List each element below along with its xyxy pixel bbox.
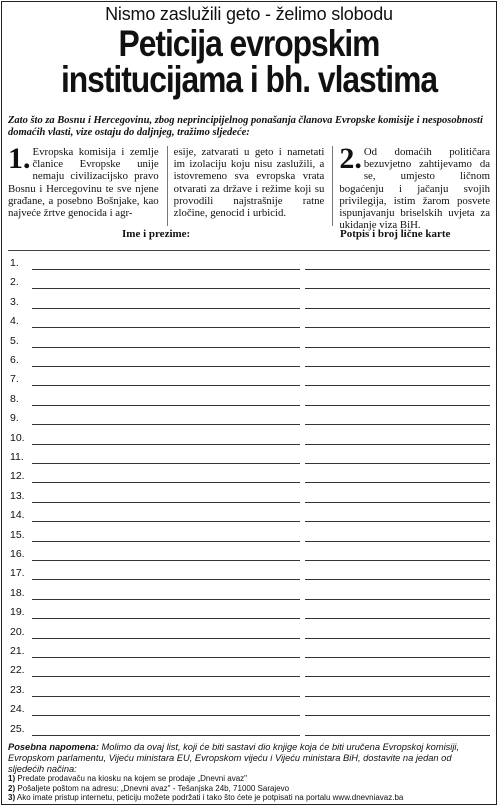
demand-2-text: Od domaćih političara bezuvjetno zahtijevamo da se, umjesto ličnom bogaćenju i jačanju svojih privilegija, istim žarom posvete ispunjavanju briselskih uvjeta za ukidanje viza BiH.	[339, 146, 491, 232]
signature-rows	[8, 250, 490, 736]
signature-row	[8, 678, 490, 698]
signature-row	[8, 581, 490, 601]
special-note	[8, 742, 490, 775]
petition-page	[1, 1, 497, 805]
demands-columns	[8, 142, 491, 232]
signature-row	[8, 309, 490, 329]
delivery-step-text: Pošaljete poštom na adresu: „Dnevni avaz" - Tešanjska 24b, 71000 Sarajevo	[17, 783, 290, 793]
row-number: 14.	[10, 509, 25, 522]
signature-row	[8, 367, 490, 387]
delivery-step	[8, 774, 490, 784]
row-number: 9.	[10, 412, 19, 425]
signature-row	[8, 270, 490, 290]
petition-title-line-2: institucijama i bh. vlastima	[60, 59, 438, 100]
row-number: 19.	[10, 606, 25, 619]
row-number: 6.	[10, 354, 19, 366]
signature-row	[8, 717, 490, 737]
signature-row	[8, 387, 490, 407]
signature-row	[8, 406, 490, 426]
row-number: 20.	[10, 625, 25, 638]
demand-1-text-part-b: esije, zatvarati u geto i nametati im izolaciju koju nisu zaslužili, a istovremeno sva evropska vrata otvarati za države i režime koji su provodili najstrašnije ratne zločine, genocid i urbicid.	[173, 146, 325, 220]
special-note-text: Molimo da ovaj list, koji će biti sastavi dio knjige koja će biti uručena Evropskoj komisiji, Evropskom parlamentu, Vijeću ministara EU, Evropskom vijeću i Vijeću ministara BiH, dostavite na jedan od sljedećih načina:	[8, 742, 460, 774]
row-number: 12.	[10, 470, 25, 483]
signature-row	[8, 523, 490, 543]
signature-row	[8, 561, 490, 581]
row-number: 16.	[10, 548, 25, 560]
row-number: 17.	[10, 567, 25, 580]
signature-line[interactable]	[305, 735, 490, 736]
row-number: 24.	[10, 703, 25, 716]
demand-2-number: 2.	[339, 142, 362, 175]
signature-row	[8, 697, 490, 717]
delivery-step-number: 2)	[8, 783, 16, 793]
signature-row	[8, 639, 490, 659]
delivery-steps	[8, 774, 490, 803]
demand-1-number: 1.	[8, 142, 31, 175]
demand-1-text-part-a: Evropska komisija i zemlje članice Evropske unije nemaju civilizacijsko pravo Bosnu i Hercegovinu te sve njene građane, a posebno Bošnjake, kao najveće žrtve genocida i agr-	[8, 146, 159, 220]
petition-title-line-1: Peticija evropskim	[118, 23, 380, 64]
signature-row	[8, 620, 490, 640]
signature-row	[8, 445, 490, 465]
delivery-step-text: Predate prodavaču na kiosku na kojem se prodaje „Dnevni avaz"	[17, 774, 247, 783]
signature-row	[8, 426, 490, 446]
delivery-step-number: 1)	[8, 774, 16, 783]
row-number: 22.	[10, 664, 25, 677]
row-number: 4.	[10, 315, 19, 328]
row-number: 2.	[10, 276, 19, 289]
signature-row	[8, 503, 490, 523]
special-note-label: Posebna napomena:	[8, 742, 99, 752]
name-column-header: Ime i prezime:	[122, 228, 191, 240]
signature-column-header: Potpis i broj lične karte	[340, 228, 451, 240]
row-number: 1.	[10, 257, 19, 269]
signature-row	[8, 464, 490, 484]
row-number: 10.	[10, 431, 25, 444]
row-number: 23.	[10, 683, 25, 696]
delivery-step	[8, 793, 490, 803]
row-number: 13.	[10, 489, 25, 502]
row-number: 7.	[10, 373, 19, 386]
signature-row	[8, 290, 490, 310]
name-line[interactable]	[32, 735, 300, 736]
intro-paragraph: Zato što za Bosnu i Hercegovinu, zbog neprincipijelnog ponašanja članova Evropske komisije i nesposobnosti domaćih vlasti, vize ostaju do daljnjeg, tražimo sljedeće:	[8, 115, 483, 138]
row-number: 18.	[10, 586, 25, 599]
signature-row	[8, 542, 490, 562]
row-number: 15.	[10, 528, 25, 541]
signature-row	[8, 600, 490, 620]
delivery-step	[8, 784, 490, 794]
signature-row	[8, 251, 490, 271]
row-number: 21.	[10, 645, 25, 657]
signature-row	[8, 348, 490, 368]
signature-row	[8, 658, 490, 678]
demand-1-column-b	[167, 146, 325, 226]
row-number: 11.	[10, 451, 24, 463]
demand-1-column-a	[8, 142, 159, 226]
demand-2-column	[332, 142, 491, 232]
signature-row	[8, 329, 490, 349]
delivery-step-number: 3)	[8, 793, 16, 803]
row-number: 8.	[10, 392, 19, 405]
row-number: 25.	[10, 722, 25, 735]
row-number: 3.	[10, 295, 19, 308]
delivery-step-text: Ako imate pristup internetu, peticiju možete podržati i tako što ćete je potpisati na portalu www.dnevniavaz.ba	[16, 793, 404, 803]
kicker-headline: Nismo zaslužili geto - želimo slobodu	[105, 4, 393, 24]
row-number: 5.	[10, 334, 19, 347]
signature-row	[8, 484, 490, 504]
